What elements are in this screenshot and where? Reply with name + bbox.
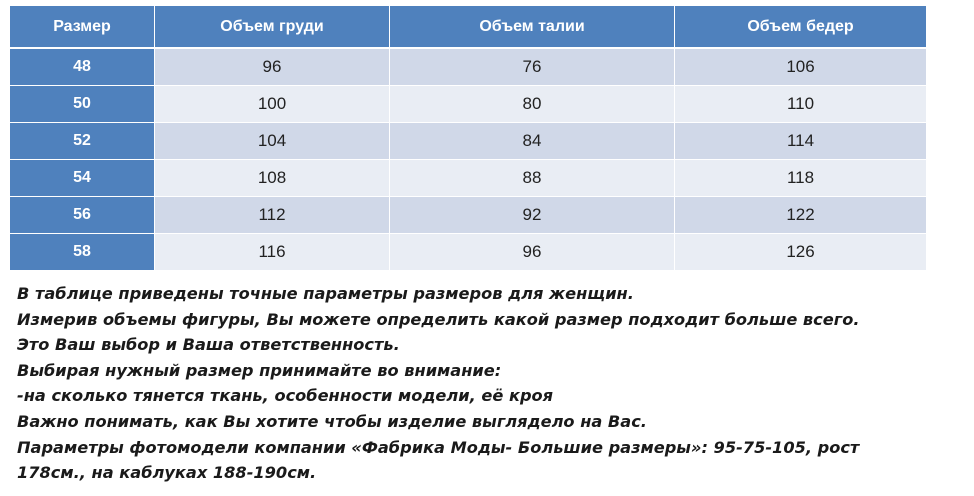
chest-cell: 104 [155, 123, 390, 160]
size-cell: 52 [10, 123, 155, 160]
hips-cell: 110 [675, 86, 926, 123]
hips-cell: 114 [675, 123, 926, 160]
note-measure-choice: Измерив объемы фигуры, Вы можете определить какой размер подходит больше всего. Это Ваш выбор и Ваша ответственность. [17, 309, 860, 355]
waist-cell: 80 [390, 86, 675, 123]
waist-cell: 88 [390, 160, 675, 197]
chest-cell: 100 [155, 86, 390, 123]
hips-cell: 126 [675, 234, 926, 271]
note-desired-look: Важно понимать, как Вы хотите чтобы изделие выглядело на Вас. [17, 411, 647, 431]
hips-cell: 106 [675, 49, 926, 86]
table-row [10, 49, 926, 86]
chest-cell: 108 [155, 160, 390, 197]
note-consider-heading: Выбирая нужный размер принимайте во внимание: [17, 360, 502, 380]
waist-cell: 92 [390, 197, 675, 234]
note-exact-parameters: В таблице приведены точные параметры размеров для женщин. [17, 284, 634, 303]
note-fabric-stretch: -на сколько тянется ткань, особенности модели, её кроя [17, 386, 554, 406]
header-chest: Объем груди [155, 6, 390, 49]
header-hips: Объем бедер [675, 6, 926, 49]
table-row [10, 197, 926, 234]
waist-cell: 76 [390, 49, 675, 86]
size-cell: 58 [10, 234, 155, 271]
waist-cell: 96 [390, 234, 675, 271]
size-notes [17, 281, 917, 486]
size-cell: 48 [10, 49, 155, 86]
size-chart-table [10, 6, 926, 271]
chest-cell: 116 [155, 234, 390, 271]
note-model-parameters: Параметры фотомодели компании «Фабрика Моды- Большие размеры»: 95-75-105, рост 178см., на каблуках 188-190см. [17, 437, 860, 483]
chest-cell: 96 [155, 49, 390, 86]
hips-cell: 122 [675, 197, 926, 234]
size-cell: 56 [10, 197, 155, 234]
table-header-row [10, 6, 926, 49]
table-row [10, 234, 926, 271]
table-row [10, 86, 926, 123]
size-cell: 50 [10, 86, 155, 123]
waist-cell: 84 [390, 123, 675, 160]
table-row [10, 160, 926, 197]
header-size: Размер [10, 6, 155, 49]
chest-cell: 112 [155, 197, 390, 234]
header-waist: Объем талии [390, 6, 675, 49]
size-cell: 54 [10, 160, 155, 197]
table-row [10, 123, 926, 160]
hips-cell: 118 [675, 160, 926, 197]
